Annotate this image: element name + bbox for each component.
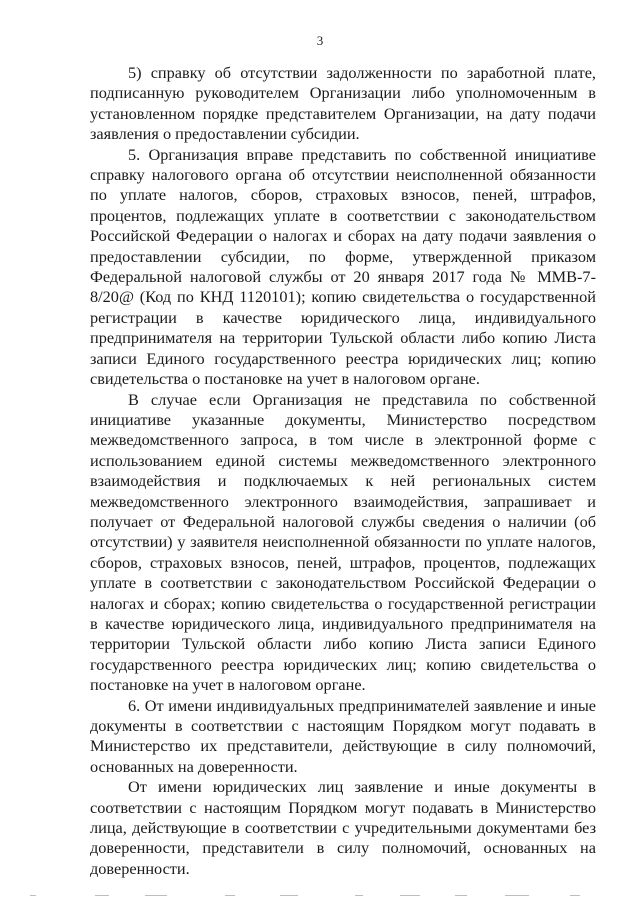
- paragraph-item-5-salary-certificate: 5) справку об отсутствии задолженности по заработной плате, подписанную руководителем Организации либо уполномоченным в установленном порядке представителем Организации, на дату подачи заявления о предоставлении субсидии.: [90, 63, 596, 144]
- paragraph-clause-5: 5. Организация вправе представить по собственной инициативе справку налогового органа об отсутствии неисполненной обязанности по уплате налогов, сборов, страховых взносов, пеней, штрафов, процентов, подлежащих уплате в соответствии с законодательством Российской Федерации о налогах и сборах на дату подачи заявления о предоставлении субсидии, по форме, утвержденной приказом Федеральной налоговой службы от 20 января 2017 года № ММВ-7-8/20@ (Код по КНД 1120101); копию свидетельства о государственной регистрации в качестве юридического лица, индивидуального предпринимателя на территории Тульской области либо копию Листа записи Единого государственного реестра юридических лиц; копию свидетельства о постановке на учет в налоговом органе.: [90, 144, 596, 389]
- paragraph-clause-6: 6. От имени индивидуальных предпринимателей заявление и иные документы в соответствии с настоящим Порядком могут подавать в Министерство их представители, действующие в силу полномочий, основанных на доверенности.: [90, 695, 596, 776]
- page-number: 3: [316, 33, 324, 48]
- scan-artifact-line: [0, 895, 640, 899]
- paragraph-legal-entities: От имени юридических лиц заявление и иные документы в соответствии с настоящим Порядком могут подавать в Министерство лица, действующие в соответствии с учредительными документами без доверенности, представители в силу полномочий, основанных на доверенности.: [90, 777, 596, 878]
- paragraph-interagency-request: В случае если Организация не представила по собственной инициативе указанные документы, Министерство посредством межведомственного запроса, в том числе в электронной форме с использованием единой системы межведомственного электронного взаимодействия и подключаемых к ней региональных систем межведомственного электронного взаимодействия, запрашивает и получает от Федеральной налоговой службы сведения о наличии (об отсутствии) у заявителя неисполненной обязанности по уплате налогов, сборов, страховых взносов, пеней, штрафов, процентов, подлежащих уплате в соответствии с законодательством Российской Федерации о налогах и сборах; копию свидетельства о государственной регистрации в качестве юридического лица, индивидуального предпринимателя на территории Тульской области либо копию Листа записи Единого государственного реестра юридических лиц; копию свидетельства о постановке на учет в налоговом органе.: [90, 389, 596, 695]
- document-body: [90, 63, 596, 879]
